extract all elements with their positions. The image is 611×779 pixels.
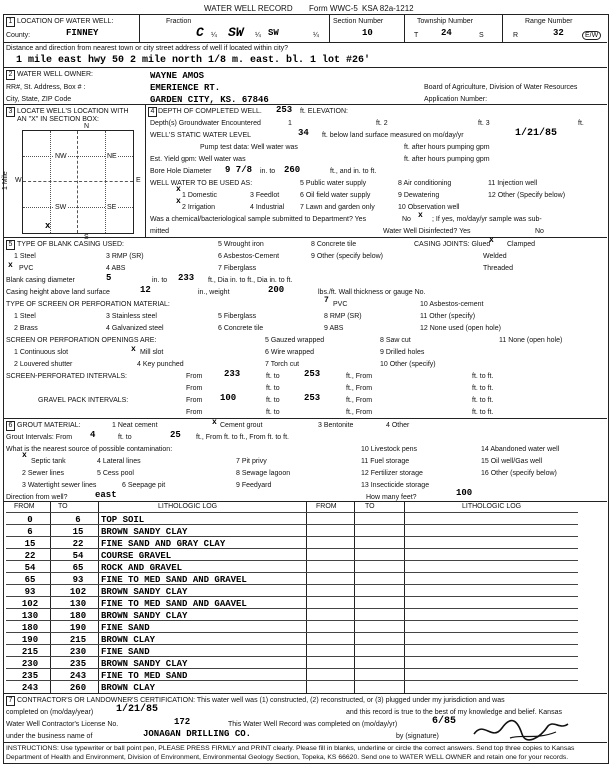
perf-to2-label: ft. to ft. (472, 373, 494, 380)
casing-asbestos[interactable]: 6 Asbestos-Cement (218, 253, 280, 260)
log-header-from: FROM (14, 503, 35, 510)
opening-drilled[interactable]: 9 Drilled holes (380, 349, 425, 356)
log-description: BROWN CLAY (101, 683, 156, 693)
perf-to[interactable]: 253 (304, 369, 321, 379)
screen-concrete[interactable]: 6 Concrete tile (218, 325, 264, 332)
yield-label: Est. Yield gpm: Well water was (150, 156, 246, 163)
log-to: 235 (69, 659, 87, 669)
bore-label: Bore Hole Diameter (150, 168, 212, 175)
gravel-label: GRAVEL PACK INTERVALS: (38, 397, 129, 404)
opening-other[interactable]: 10 Other (specify) (380, 361, 436, 368)
section-number-label: Section Number (333, 18, 384, 25)
west-label: W (15, 177, 22, 184)
owner-name[interactable]: WAYNE AMOS (150, 71, 205, 81)
log-description: BROWN SANDY CLAY (101, 659, 188, 669)
log-description: FINE TO MED SAND AND GAAVEL (101, 599, 247, 609)
grout-neat[interactable]: 1 Neat cement (112, 422, 158, 429)
screen-galvanized[interactable]: 4 Galvanized steel (106, 325, 164, 332)
depth-value[interactable]: 253 (276, 105, 293, 115)
gw-1: 1 (288, 120, 292, 127)
grout-intervals-label: Grout Intervals: From (6, 434, 73, 441)
screen-abs[interactable]: 9 ABS (324, 325, 344, 332)
east-label: E (136, 177, 141, 184)
grout-other[interactable]: 4 Other (386, 422, 410, 429)
business-name[interactable]: JONAGAN DRILLING CO. (143, 729, 252, 739)
log-from: 180 (21, 623, 39, 633)
elevation-label: ft. ELEVATION: (300, 108, 348, 115)
diameter-value[interactable]: 5 (106, 273, 112, 283)
joints-welded[interactable]: Welded (483, 253, 507, 260)
contam-oilwell[interactable]: 15 Oil well/Gas well (481, 458, 543, 465)
signature (470, 716, 580, 744)
contam-privy[interactable]: 7 Pit privy (236, 458, 267, 465)
distance-feet-label: How many feet? (366, 494, 417, 501)
use-dewatering[interactable]: 9 Dewatering (398, 192, 440, 199)
direction-label: Direction from well? (6, 494, 68, 501)
log-description: BROWN CLAY (101, 635, 156, 645)
use-other[interactable]: 12 Other (Specify below) (488, 192, 566, 199)
log-to: 65 (72, 563, 84, 573)
depth-label: DEPTH OF COMPLETED WELL. (158, 108, 262, 115)
fraction-label: Fraction (166, 18, 192, 25)
distance-label: Distance and direction from nearest town or city street address of well if located within city? (6, 45, 289, 52)
log-to: 15 (72, 527, 84, 537)
pump-rest: ft. after hours pumping gpm (404, 144, 490, 151)
joints-clamped[interactable]: Clamped (507, 241, 536, 248)
casing-label: TYPE OF BLANK CASING USED: (17, 241, 124, 248)
log-from: 235 (21, 671, 39, 681)
perf-to-label: ft. to (266, 373, 280, 380)
south-label: S (84, 234, 89, 241)
gw-2: ft. 2 (376, 120, 388, 127)
form-number: Form WWC-5 (309, 4, 358, 13)
log-to: 215 (69, 635, 87, 645)
screen-stainless[interactable]: 3 Stainless steel (106, 313, 157, 320)
joints-glued[interactable]: CASING JOINTS: Glued (414, 241, 491, 248)
log-description: BROWN SANDY CLAY (101, 611, 188, 621)
groundwater-label: Depth(s) Groundwater Encountered (150, 120, 261, 127)
log-description: FINE TO MED SAND AND GRAVEL (101, 575, 247, 585)
screen-none[interactable]: 12 None used (open hole) (420, 325, 501, 332)
county-value[interactable]: FINNEY (66, 28, 99, 38)
log-to: 130 (69, 599, 87, 609)
owner-city[interactable]: GARDEN CITY, KS. 67846 (150, 95, 269, 105)
gravel-to[interactable]: 253 (304, 393, 321, 403)
use-public[interactable]: 5 Public water supply (300, 180, 367, 187)
use-oil[interactable]: 6 Oil field water supply (300, 192, 371, 199)
log-description: FINE SAND (101, 647, 150, 657)
business-label: under the business name of (6, 733, 93, 740)
log-from: 243 (21, 683, 39, 693)
joints-threaded[interactable]: Threaded (483, 265, 513, 272)
log-from: 15 (24, 539, 36, 549)
gravel-from[interactable]: 100 (220, 393, 237, 403)
casing-concrete[interactable]: 8 Concrete tile (311, 241, 357, 248)
screen-label: TYPE OF SCREEN OR PERFORATION MATERIAL: (6, 301, 170, 308)
casing-abs[interactable]: 4 ABS (106, 265, 126, 272)
contam-lagoon[interactable]: 8 Sewage lagoon (236, 470, 291, 477)
opening-mill[interactable]: Mill slot (140, 349, 164, 356)
log-description: FINE SAND AND GRAY CLAY (101, 539, 226, 549)
height-label: Casing height above land surface (6, 289, 110, 296)
log-from: 93 (24, 587, 36, 597)
form-title: WATER WELL RECORD (204, 4, 293, 13)
range-value[interactable]: 32 (553, 28, 564, 38)
log-description: FINE TO MED SAND (101, 671, 188, 681)
range-prefix: R (513, 32, 519, 39)
log-from: 0 (27, 515, 33, 525)
opening-none[interactable]: 11 None (open hole) (499, 337, 563, 344)
quadrant-nw: NW (55, 153, 67, 160)
opening-key[interactable]: 4 Key punched (137, 361, 184, 368)
locate-label-2: AN "X" IN SECTION BOX: (17, 116, 99, 123)
contamination-label: What is the nearest source of possible contamination: (6, 446, 173, 453)
fraction-q1[interactable]: C (196, 25, 204, 40)
license-label: Water Well Contractor's License No. (6, 721, 119, 728)
use-feedlot[interactable]: 3 Feedlot (250, 192, 280, 199)
log-description: TOP SOIL (101, 515, 145, 525)
opening-mill-mark: x (131, 345, 136, 354)
log-description: BROWN SANDY CLAY (101, 527, 188, 537)
gravel-to4-label: ft. to ft. (472, 409, 494, 416)
section-7-number: 7 (6, 696, 15, 706)
use-industrial[interactable]: 4 Industrial (250, 204, 285, 211)
quarter-mark-1: ¼ (211, 32, 217, 39)
contam-septic[interactable]: Septic tank (31, 458, 66, 465)
diameter-depth[interactable]: 233 (178, 273, 195, 283)
contam-livestock[interactable]: 10 Livestock pens (361, 446, 418, 453)
casing-rmp[interactable]: 3 RMP (SR) (106, 253, 144, 260)
contam-feedyard[interactable]: 9 Feedyard (236, 482, 272, 489)
diameter-rest: ft., Dia in. to ft., Dia in. to ft. (208, 277, 293, 284)
perf-from-label: From (186, 373, 203, 380)
grout-cement[interactable]: Cement grout (220, 422, 263, 429)
instructions-text: INSTRUCTIONS: Use typewriter or ball point pen, PLEASE PRESS FIRMLY and PRINT clearly. Please fill in blanks, underline or circle the correct answers. Send top three copies to Kansas Department of Health and Environment, Division of Environment, Environmental Geology Section, Topeka, KS 66620. Send one to WATER WELL OWNER and retain one for your records. (6, 745, 575, 761)
section-4-number: 4 (148, 107, 157, 117)
casing-fiberglass[interactable]: 7 Fiberglass (218, 265, 257, 272)
screen-brass[interactable]: 2 Brass (14, 325, 38, 332)
log-header-from-2: FROM (316, 503, 337, 510)
log-from: 130 (21, 611, 39, 621)
diameter-to: in. to (152, 277, 168, 284)
opening-louvered[interactable]: 2 Louvered shutter (14, 361, 73, 368)
quadrant-se: SE (107, 204, 117, 211)
table-row (6, 680, 578, 693)
use-irrigation[interactable]: 2 Irrigation (182, 204, 216, 211)
board-label: Board of Agriculture, Division of Water Resources (424, 84, 578, 91)
log-to: 93 (72, 575, 84, 585)
bore-rest: ft., and in. to ft. (330, 168, 377, 175)
log-to: 54 (72, 551, 84, 561)
disinfected-no[interactable]: No (535, 228, 544, 235)
log-to: 22 (72, 539, 84, 549)
bore-to: in. to (260, 168, 276, 175)
grout-to[interactable]: 25 (170, 430, 181, 440)
contam-other[interactable]: 16 Other (specify below) (481, 470, 557, 477)
use-air[interactable]: 8 Air conditioning (398, 180, 452, 187)
height-value[interactable]: 12 (140, 285, 151, 295)
septic-mark: x (22, 451, 27, 460)
city-label: City, State, ZIP Code (6, 96, 72, 103)
section-6-number: 6 (6, 421, 15, 431)
contam-seepage[interactable]: 6 Seepage pit (122, 482, 166, 489)
gravel-to3-label: ft. to (266, 409, 280, 416)
yield-rest: ft. after hours pumping gpm (404, 156, 490, 163)
perforated-label: SCREEN-PERFORATED INTERVALS: (6, 373, 127, 380)
range-direction: E/W (582, 31, 601, 40)
owner-label: WATER WELL OWNER: (17, 71, 93, 78)
completed-label: completed on (mo/day/year) (6, 709, 94, 716)
log-to: 243 (69, 671, 87, 681)
county-label: County: (6, 32, 31, 39)
section-1-label: LOCATION OF WATER WELL: (17, 18, 114, 25)
opening-saw[interactable]: 8 Saw cut (380, 337, 411, 344)
gw-3: ft. 3 (478, 120, 490, 127)
well-location-mark: x (45, 221, 51, 231)
distance-value[interactable]: 1 mile east hwy 50 2 mile north 1/8 m. east. bl. 1 lot #26' (16, 55, 371, 66)
section-grid[interactable] (22, 130, 134, 234)
gw-ft: ft. (578, 120, 584, 127)
township-label: Township Number (417, 18, 474, 25)
screen-other[interactable]: 11 Other (specify) (420, 313, 476, 320)
log-to: 260 (69, 683, 87, 693)
log-from: 102 (21, 599, 39, 609)
log-header-lith-2: LITHOLOGIC LOG (462, 503, 522, 510)
static-label: WELL'S STATIC WATER LEVEL (150, 132, 252, 139)
contam-lateral[interactable]: 4 Lateral lines (97, 458, 141, 465)
gravel-from3-label: From (186, 409, 203, 416)
perf-from4-label: ft., From (346, 385, 373, 392)
chem-rest: ; If yes, mo/day/yr sample was sub- (432, 216, 542, 223)
perf-to4-label: ft. to ft. (472, 385, 494, 392)
perf-from2-label: ft., From (346, 373, 373, 380)
casing-steel[interactable]: 1 Steel (14, 253, 36, 260)
direction-value[interactable]: east (95, 490, 117, 500)
log-description: FINE SAND (101, 623, 150, 633)
gravel-from4-label: ft., From (346, 409, 373, 416)
log-header-to: TO (58, 503, 68, 510)
screen-steel[interactable]: 1 Steel (14, 313, 36, 320)
casing-other[interactable]: 9 Other (specify below) (311, 253, 383, 260)
log-to: 230 (69, 647, 87, 657)
grout-to-label: ft. to (118, 434, 132, 441)
opening-torch[interactable]: 7 Torch cut (265, 361, 300, 368)
license-number[interactable]: 172 (174, 717, 191, 727)
section-number-value[interactable]: 10 (362, 28, 373, 38)
chem-mitted: mitted (150, 228, 170, 235)
log-description: ROCK AND GRAVEL (101, 563, 183, 573)
gravel-from-label: From (186, 397, 203, 404)
screen-rmp[interactable]: 8 RMP (SR) (324, 313, 362, 320)
log-to: 6 (75, 515, 81, 525)
grout-label: GROUT MATERIAL: (17, 422, 81, 429)
perf-to3-label: ft. to (266, 385, 280, 392)
record-label: This Water Well Record was completed on (mo/day/yr) (228, 721, 398, 728)
bore-value[interactable]: 9 7/8 (225, 165, 253, 175)
log-from: 190 (21, 635, 39, 645)
quadrant-ne: NE (107, 153, 117, 160)
section-2-number: 2 (6, 70, 15, 80)
chem-no-mark: x (418, 211, 423, 220)
screen-fiberglass[interactable]: 5 Fiberglass (218, 313, 257, 320)
log-to: 102 (69, 587, 87, 597)
log-from: 54 (24, 563, 36, 573)
ksa-ref: KSA 82a-1212 (362, 4, 414, 13)
contam-fertilizer[interactable]: 12 Fertilizer storage (361, 470, 423, 477)
township-suffix: S (479, 32, 484, 39)
opening-gauzed[interactable]: 5 Gauzed wrapped (265, 337, 325, 344)
log-from: 65 (24, 575, 36, 585)
distance-feet-value[interactable]: 100 (456, 488, 473, 498)
disinfected-label: Water Well Disinfected? Yes (383, 228, 471, 235)
perf-from3-label: From (186, 385, 203, 392)
use-lawn[interactable]: 7 Lawn and garden only (300, 204, 375, 211)
log-from: 230 (21, 659, 39, 669)
township-prefix: T (414, 32, 419, 39)
locate-label-1: LOCATE WELL'S LOCATION WITH (17, 108, 129, 115)
use-domestic[interactable]: 1 Domestic (182, 192, 218, 199)
pump-label: Pump test data: Well water was (200, 144, 298, 151)
grout-rest: ft., From ft. to ft., From ft. to ft. (196, 434, 289, 441)
casing-pvc-mark: x (8, 261, 13, 270)
contam-sewer[interactable]: 2 Sewer lines (22, 470, 65, 477)
quarter-mark-2: ¼ (255, 32, 261, 39)
grout-cement-mark: x (212, 418, 217, 427)
north-label: N (84, 123, 90, 130)
static-date[interactable]: 1/21/85 (515, 128, 558, 139)
fraction-q2[interactable]: SW (228, 25, 244, 40)
contam-cess[interactable]: 5 Cess pool (97, 470, 134, 477)
chem-no[interactable]: No (402, 216, 411, 223)
perf-from[interactable]: 233 (224, 369, 241, 379)
casing-wrought[interactable]: 5 Wrought iron (218, 241, 264, 248)
static-value[interactable]: 34 (298, 128, 309, 138)
weight-label: in., weight (198, 289, 230, 296)
gravel-to-label: ft. to (266, 397, 280, 404)
log-from: 215 (21, 647, 39, 657)
bore-depth[interactable]: 260 (284, 165, 301, 175)
contam-abandoned[interactable]: 14 Abandoned water well (481, 446, 560, 453)
log-to: 190 (69, 623, 87, 633)
completed-rest: and this record is true to the best of my knowledge and belief. Kansas (346, 709, 562, 716)
log-from: 6 (27, 527, 33, 537)
screen-pvc[interactable]: PVC (333, 301, 348, 308)
contam-insecticide[interactable]: 13 Insecticide storage (361, 482, 430, 489)
use-observation[interactable]: 10 Observation well (398, 204, 460, 211)
screen-asbestos[interactable]: 10 Asbestos-cement (420, 301, 484, 308)
casing-pvc[interactable]: PVC (19, 265, 34, 272)
grout-from[interactable]: 4 (90, 430, 96, 440)
section-5-number: 5 (6, 240, 15, 250)
log-header-lith: LITHOLOGIC LOG (158, 503, 218, 510)
grout-bentonite[interactable]: 3 Bentonite (318, 422, 354, 429)
certification-text: CONTRACTOR'S OR LANDOWNER'S CERTIFICATION: This water well was (1) constructed, (2) reconstructed, or (3) plugged under my jurisdiction and was (17, 697, 505, 704)
section-3-number: 3 (6, 107, 15, 117)
fraction-q3[interactable]: SW (268, 28, 279, 38)
range-label: Range Number (525, 18, 573, 25)
log-description: COURSE GRAVEL (101, 551, 172, 561)
use-irrigation-mark: x (176, 197, 181, 206)
log-to: 180 (69, 611, 87, 621)
use-label: WELL WATER TO BE USED AS: (150, 180, 253, 187)
signature-label: by (signature) (396, 733, 439, 740)
diameter-label: Blank casing diameter (6, 277, 75, 284)
chem-label: Was a chemical/bacteriological sample submitted to Department? Yes (150, 216, 367, 223)
section-1-number: 1 (6, 17, 15, 27)
opening-wire[interactable]: 6 Wire wrapped (265, 349, 315, 356)
static-rest: ft. below land surface measured on mo/day/yr (322, 132, 464, 139)
application-label: Application Number: (424, 96, 488, 103)
owner-address[interactable]: EMERIENCE RT. (150, 83, 221, 93)
log-from: 22 (24, 551, 36, 561)
completed-date[interactable]: 1/21/85 (116, 704, 159, 715)
address-label: RR#, St. Address, Box # : (6, 84, 86, 91)
use-injection[interactable]: 11 Injection well (488, 180, 538, 187)
contam-fuel[interactable]: 11 Fuel storage (361, 458, 410, 465)
contam-watertight[interactable]: 3 Watertight sewer lines (22, 482, 97, 489)
openings-label: SCREEN OR PERFORATION OPENINGS ARE: (6, 337, 157, 344)
joints-glued-mark: x (489, 236, 494, 245)
record-date[interactable]: 6/85 (432, 716, 457, 727)
weight-value[interactable]: 200 (268, 285, 285, 295)
gravel-to2-label: ft. to ft. (472, 397, 494, 404)
quarter-mark-3: ¼ (313, 32, 319, 39)
weight-rest: lbs./ft. Wall thickness or gauge No. (318, 289, 426, 296)
mile-label: 1 Mile (2, 171, 9, 190)
opening-continuous[interactable]: 1 Continuous slot (14, 349, 69, 356)
township-value[interactable]: 24 (441, 28, 452, 38)
gravel-from2-label: ft., From (346, 397, 373, 404)
screen-pvc-mark: 7 (324, 296, 329, 305)
quadrant-sw: SW (55, 204, 67, 211)
use-domestic-mark: x (176, 185, 181, 194)
log-description: BROWN SANDY CLAY (101, 587, 188, 597)
log-header-to-2: TO (365, 503, 375, 510)
